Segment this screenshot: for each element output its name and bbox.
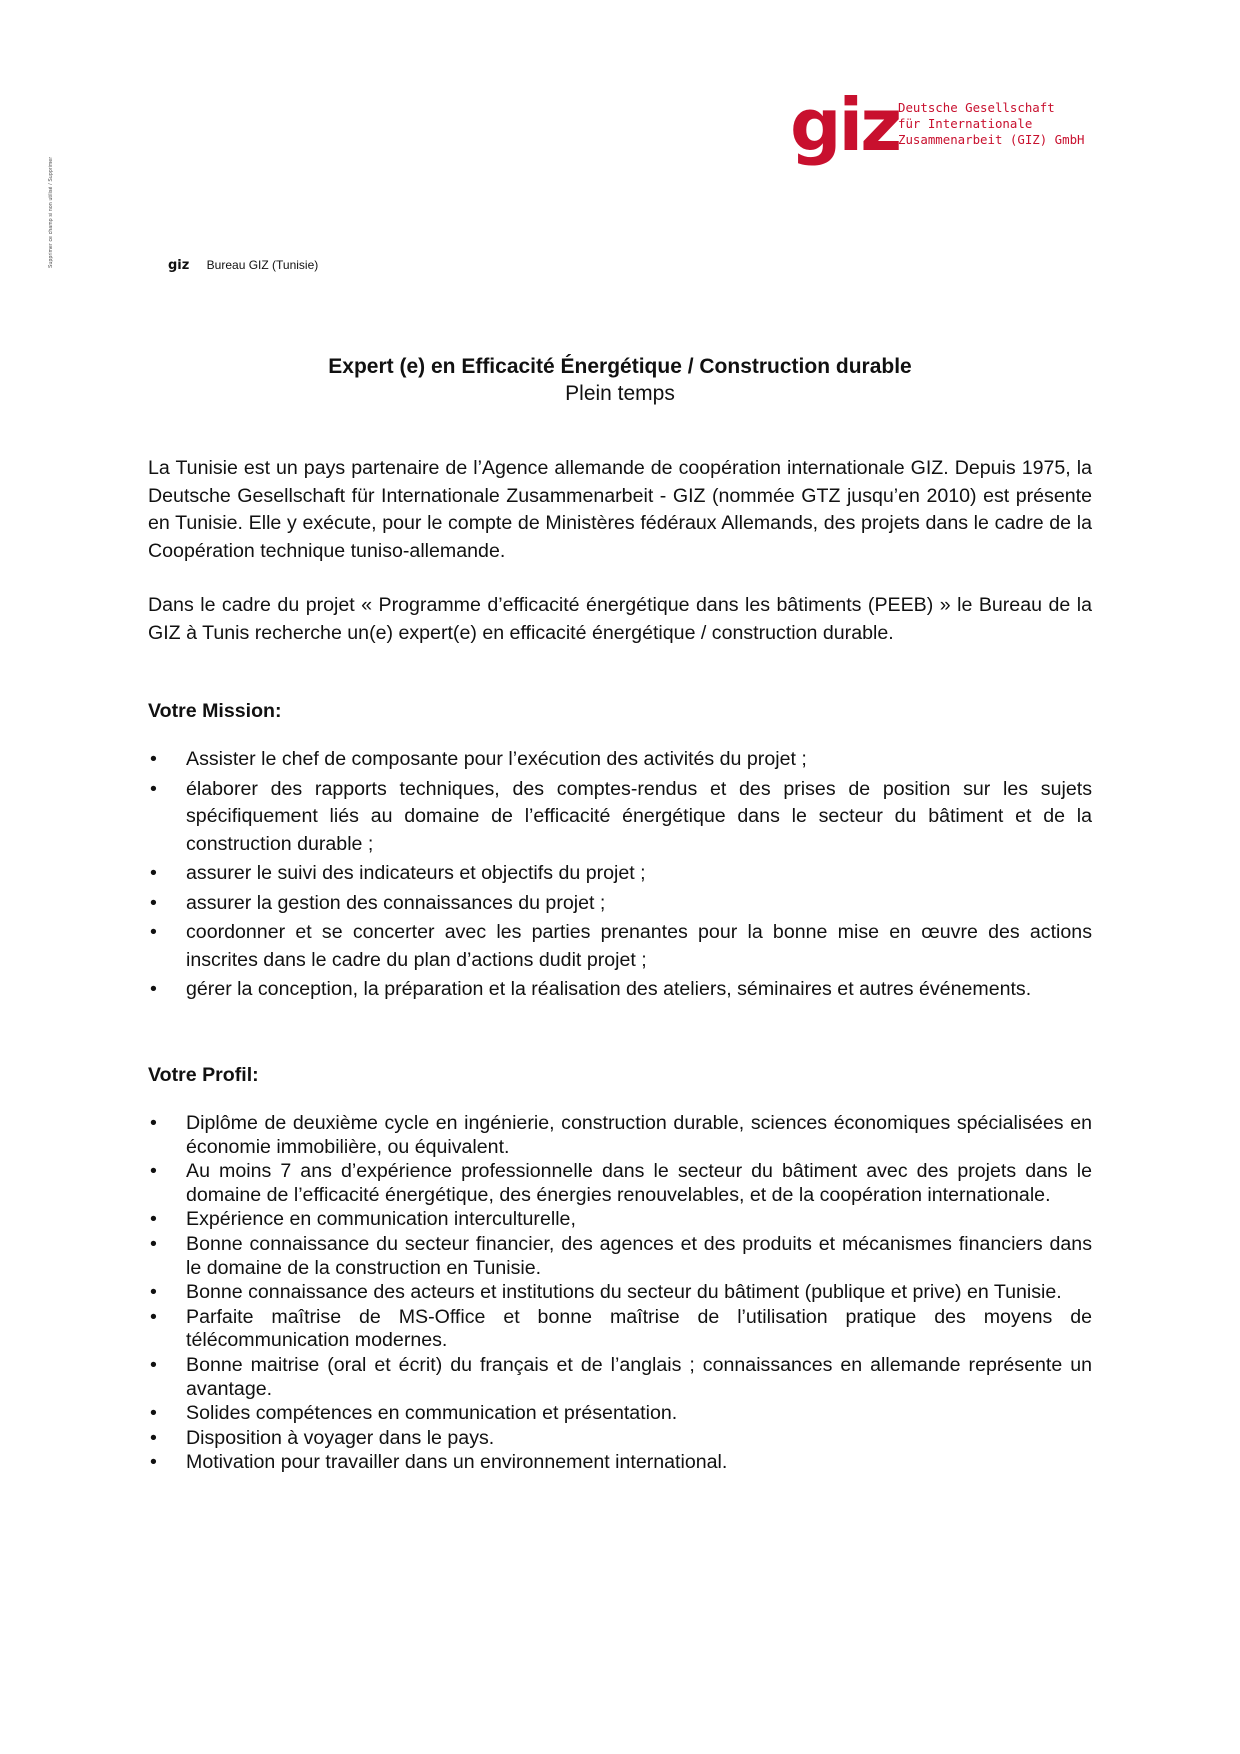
page-subtitle: Plein temps xyxy=(565,382,675,405)
bureau-label: Bureau GIZ (Tunisie) xyxy=(206,258,319,272)
giz-mini-mark: giz xyxy=(168,258,190,273)
list-item: • Bonne connaissance des acteurs et institutions du secteur du bâtiment (publique et prive) en Tunisie. xyxy=(148,1281,1092,1305)
title-block xyxy=(148,353,1092,407)
logo-line: Zusammenarbeit (GIZ) GmbH xyxy=(898,132,1085,147)
logo-line: für Internationale xyxy=(898,116,1033,131)
list-item: • Parfaite maîtrise de MS-Office et bonne maîtrise de l’utilisation pratique des moyens de télécommunication modernes. xyxy=(148,1306,1092,1353)
list-item: • gérer la conception, la préparation et la réalisation des ateliers, séminaires et autres événements. xyxy=(148,976,1092,1004)
list-item: • Disposition à voyager dans le pays. xyxy=(148,1427,1092,1451)
profil-list xyxy=(148,1112,1092,1476)
profil-heading: Votre Profil: xyxy=(148,1064,259,1086)
list-item: • assurer la gestion des connaissances du projet ; xyxy=(148,890,1092,918)
intro-paragraph: La Tunisie est un pays partenaire de l’Agence allemande de coopération internationale GIZ. Depuis 1975, la Deutsche Gesellschaft für Internationale Zusammenarbeit - GIZ (nommée GTZ jusqu’en 2010) est présente en Tunisie. Elle y exécute, pour le compte de Ministères fédéraux Allemands, des projets dans le cadre de la Coopération technique tuniso-allemande. xyxy=(148,457,1092,562)
list-item: • Assister le chef de composante pour l’exécution des activités du projet ; xyxy=(148,746,1092,774)
mission-list xyxy=(148,746,1092,1006)
giz-logo-text xyxy=(898,100,1158,148)
list-item: • Au moins 7 ans d’expérience professionnelle dans le secteur du bâtiment avec des projets dans le domaine de l’efficacité énergétique, des énergies renouvelables, et de la coopération internationale. xyxy=(148,1160,1092,1207)
mission-heading: Votre Mission: xyxy=(148,700,282,722)
list-item: • Solides compétences en communication et présentation. xyxy=(148,1402,1092,1426)
project-paragraph: Dans le cadre du projet « Programme d’efficacité énergétique dans les bâtiments (PEEB) » le Bureau de la GIZ à Tunis recherche un(e) expert(e) en efficacité énergétique / construction durable. xyxy=(148,594,1092,644)
bureau-header xyxy=(168,258,318,273)
list-item: • Expérience en communication interculturelle, xyxy=(148,1208,1092,1232)
giz-logo-mark: giz xyxy=(790,83,900,167)
list-item: • Diplôme de deuxième cycle en ingénierie, construction durable, sciences économiques spécialisées en économie immobilière, ou équivalent. xyxy=(148,1112,1092,1159)
margin-note: Supprimer ce champ si non utilisé / Supprimer xyxy=(48,156,54,268)
list-item: • élaborer des rapports techniques, des comptes-rendus et des prises de position sur les sujets spécifiquement liés au domaine de l’efficacité énergétique dans le secteur du bâtiment et de la construction durable ; xyxy=(148,776,1092,859)
page-title: Expert (e) en Efficacité Énergétique / Construction durable xyxy=(328,355,912,378)
logo-line: Deutsche Gesellschaft xyxy=(898,100,1055,115)
list-item: • Bonne maitrise (oral et écrit) du français et de l’anglais ; connaissances en allemande représente un avantage. xyxy=(148,1354,1092,1401)
list-item: • Bonne connaissance du secteur financier, des agences et des produits et mécanismes financiers dans le domaine de la construction en Tunisie. xyxy=(148,1233,1092,1280)
list-item: • coordonner et se concerter avec les parties prenantes pour la bonne mise en œuvre des actions inscrites dans le cadre du plan d’actions dudit projet ; xyxy=(148,919,1092,974)
list-item: • Motivation pour travailler dans un environnement international. xyxy=(148,1451,1092,1475)
list-item: • assurer le suivi des indicateurs et objectifs du projet ; xyxy=(148,860,1092,888)
